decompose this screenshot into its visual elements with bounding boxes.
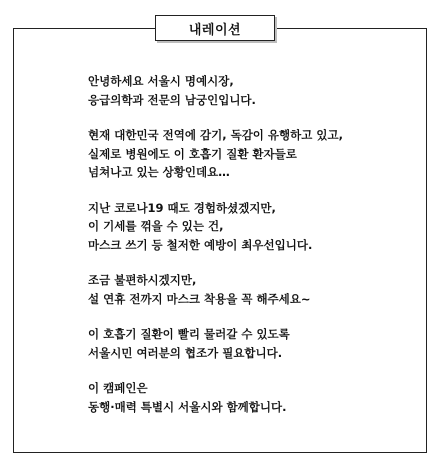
- text-line: 마스크 쓰기 등 철저한 예방이 최우선입니다.: [88, 237, 313, 252]
- paragraph-4: [88, 271, 418, 308]
- paragraph-2: [88, 126, 418, 182]
- text-line: 이 기세를 꺾을 수 있는 건,: [88, 219, 224, 233]
- text-line: 안녕하세요 서울시 명예시장,: [88, 74, 234, 88]
- paragraph-5: [88, 325, 418, 362]
- narration-title: 내레이션: [155, 15, 275, 41]
- text-line: 동행·매력 특별시 서울시와 함께합니다.: [88, 399, 287, 414]
- text-line: 이 캠페인은: [88, 381, 148, 395]
- narration-body: [88, 72, 418, 433]
- paragraph-3: [88, 199, 418, 255]
- text-line: 현재 대한민국 전역에 감기, 독감이 유행하고 있고,: [88, 128, 343, 142]
- text-line: 설 연휴 전까지 마스크 착용을 꼭 해주세요~: [88, 291, 311, 306]
- text-line: 넘쳐나고 있는 상황인데요…: [88, 165, 230, 179]
- text-line: 응급의학과 전문의 남궁인입니다.: [88, 92, 256, 107]
- paragraph-6: [88, 379, 418, 416]
- text-line: 서울시민 여러분의 협조가 필요합니다.: [88, 345, 283, 360]
- paragraph-1: [88, 72, 418, 109]
- text-line: 실제로 병원에도 이 호흡기 질환 환자들로: [88, 146, 297, 161]
- text-line: 이 호흡기 질환이 빨리 물러갈 수 있도록: [88, 327, 290, 341]
- text-line: 지난 코로나19 때도 경험하셨겠지만,: [88, 200, 276, 215]
- text-line: 조금 불편하시겠지만,: [88, 273, 197, 287]
